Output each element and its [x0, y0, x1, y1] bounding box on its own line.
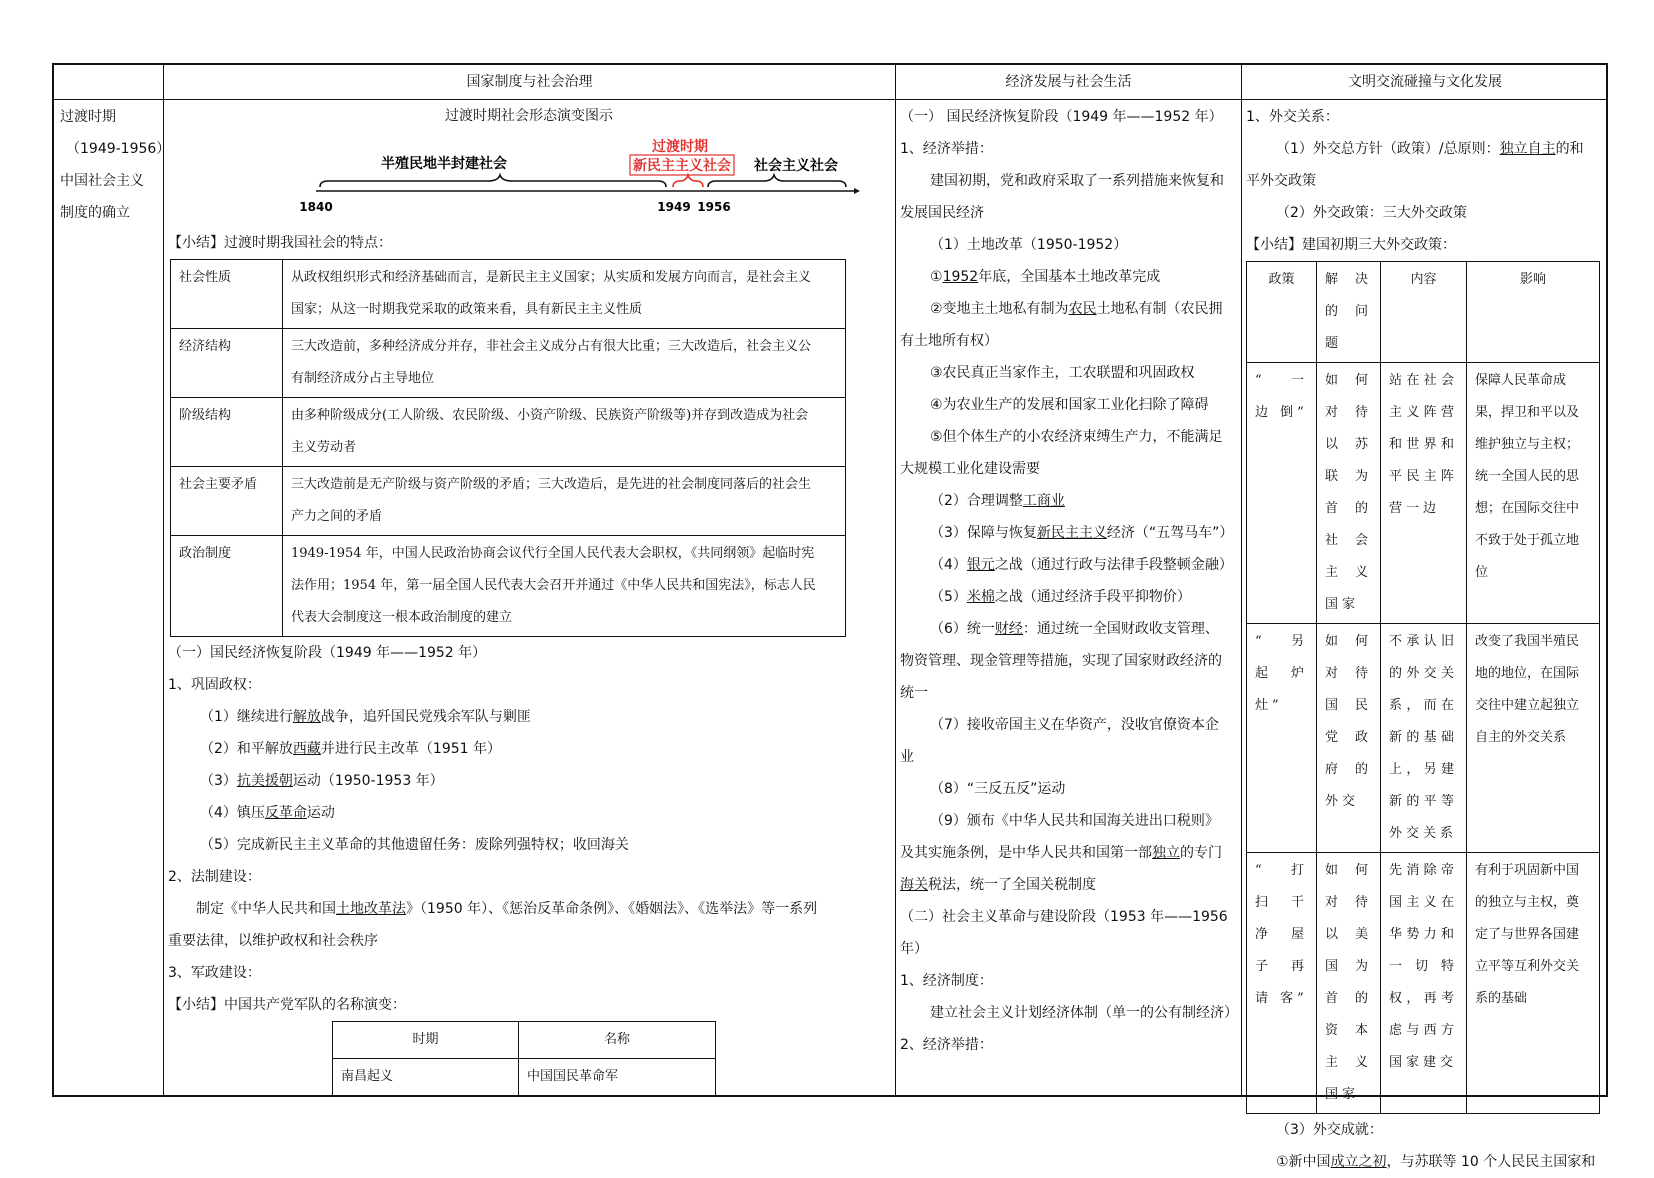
list-item: （1）继续进行解放战争，追歼国民党残余军队与剿匪	[200, 709, 531, 725]
paragraph-line: 有土地所有权）	[900, 333, 998, 349]
list-item: （4）镇压反革命运动	[200, 805, 335, 821]
header-col3: 文明交流碰撞与文化发展	[1348, 74, 1502, 90]
content-cell: 先消除帝国主义在华势力和一切特权，再考虑与西方国家建交	[1381, 853, 1467, 1114]
content-cell: 站在社会主义阵营和世界和平民主阵营一边	[1381, 363, 1467, 624]
diplomacy-table	[1246, 261, 1600, 1114]
table-row	[1247, 363, 1600, 624]
header-col1: 国家制度与社会治理	[466, 74, 593, 90]
period-line: 制度的确立	[60, 205, 130, 221]
table-row	[1247, 624, 1600, 853]
policy-cell: “ 打 扫 干 净 屋 子 再 请 客”	[1247, 853, 1317, 1114]
paragraph-line: （2）外交政策：三大外交政策	[1276, 205, 1467, 221]
policy-cell: “ 一 边 倒”	[1247, 363, 1317, 624]
paragraph-line: 建国初期，党和政府采取了一系列措施来恢复和	[930, 173, 1224, 189]
table-row	[1247, 853, 1600, 1114]
feature-value: 由多种阶级成分(工人阶级、农民阶级、小资产阶级、民族资产阶级等)并存到改造成为社会 主义劳动者	[283, 398, 846, 467]
list-item: ②变地主土地私有制为农民土地私有制（农民拥	[930, 301, 1223, 317]
feature-key: 阶级结构	[171, 398, 283, 467]
timeline-brace-left	[320, 175, 666, 187]
table-header-row	[333, 1022, 716, 1059]
paragraph-line: 海关税法，统一了全国关税制度	[900, 877, 1096, 893]
table-header-row	[1247, 262, 1600, 363]
col3-cell	[1246, 101, 1606, 1170]
diagram-title: 过渡时期社会形态演变图示	[445, 108, 613, 124]
section-heading: （一） 国民经济恢复阶段（1949 年——1952 年）	[900, 109, 1223, 125]
table-row	[171, 536, 846, 637]
army-header-period: 时期	[333, 1022, 519, 1059]
table-row	[333, 1059, 716, 1096]
paragraph-line: 及其实施条例，是中华人民共和国第一部独立的专门	[900, 845, 1222, 861]
diplomacy-header: 影响	[1467, 262, 1600, 363]
summary-title: 【小结】中国共产党军队的名称演变：	[168, 997, 406, 1013]
army-header-name: 名称	[519, 1022, 716, 1059]
section-heading: 3、军政建设：	[168, 965, 261, 981]
paragraph-line: 大规模工业化建设需要	[900, 461, 1040, 477]
section-heading: 1、外交关系：	[1246, 109, 1339, 125]
impact-cell: 改变了我国半殖民地的地位，在国际交往中建立起独立自主的外交关系	[1467, 624, 1600, 853]
list-item: ④为农业生产的发展和国家工业化扫除了障碍	[930, 397, 1209, 413]
list-item: （2）合理调整工商业	[930, 493, 1065, 509]
policy-cell: “ 另 起 炉灶”	[1247, 624, 1317, 853]
table-row	[171, 329, 846, 398]
timeline-brace-right	[708, 175, 846, 187]
column-divider	[1241, 65, 1242, 1095]
feature-key: 社会性质	[171, 260, 283, 329]
paragraph-line: 业	[900, 749, 914, 765]
section-heading: 2、经济举措：	[900, 1037, 993, 1053]
section-heading: 1、巩固政权：	[168, 677, 261, 693]
list-item: （5）完成新民主主义革命的其他遗留任务：废除列强特权；收回海关	[200, 837, 629, 853]
list-item: （6）统一财经：通过统一全国财政收支管理、	[930, 621, 1219, 637]
list-item: （7）接收帝国主义在华资产，没收官僚资本企	[930, 717, 1219, 733]
timeline-diagram	[168, 131, 890, 215]
table-row	[171, 467, 846, 536]
period-line: 过渡时期	[60, 109, 116, 125]
header-col2: 经济发展与社会生活	[1005, 74, 1132, 90]
timeline-brace-mid	[673, 175, 703, 187]
list-item: （2）和平解放西藏并进行民主改革（1951 年）	[200, 741, 502, 757]
period-line: 中国社会主义	[60, 173, 144, 189]
table-row	[171, 260, 846, 329]
main-table	[52, 63, 1608, 1170]
paragraph-line: 建立社会主义计划经济体制（单一的公有制经济）	[930, 1005, 1238, 1021]
feature-value: 三大改造前是无产阶级与资产阶级的矛盾；三大改造后，是先进的社会制度同落后的社会生 产力之间的矛盾	[283, 467, 846, 536]
timeline-arrow	[854, 188, 860, 194]
section-heading: 2、法制建设：	[168, 869, 261, 885]
list-item: （5）米棉之战（通过经济手段平抑物价）	[930, 589, 1191, 605]
list-item: （9）颁布《中华人民共和国海关进出口税则》	[930, 813, 1219, 829]
list-item: ⑤但个体生产的小农经济束缚生产力，不能满足	[930, 429, 1223, 445]
list-item: （3）抗美援朝运动（1950-1953 年）	[200, 773, 444, 789]
problem-cell: 如何对待以美国为首的资本主义国家	[1317, 853, 1381, 1114]
problem-cell: 如何对待国民党政府的外交	[1317, 624, 1381, 853]
section-heading: （二）社会主义革命与建设阶段（1953 年——1956	[900, 909, 1228, 925]
timeline-label-transition: 过渡时期	[652, 139, 708, 155]
col1-cell	[168, 101, 890, 1095]
list-item: （3）保障与恢复新民主主义经济（“五驾马车”）	[930, 525, 1234, 541]
table-row	[171, 398, 846, 467]
list-item: ③农民真正当家作主，工农联盟和巩固政权	[930, 365, 1195, 381]
feature-value: 1949-1954 年，中国人民政治协商会议代行全国人民代表大会职权，《共同纲领》起临时宪 法作用；1954 年，第一届全国人民代表大会召开并通过《中华人民共和国宪法》，标志人民 代表大会制度这一根本政治制度的建立	[283, 536, 846, 637]
paragraph-line: 统一	[900, 685, 928, 701]
timeline-label-right: 社会主义社会	[754, 158, 838, 174]
period-cell	[60, 101, 171, 1095]
army-period: 南昌起义	[333, 1059, 519, 1096]
paragraph-line: ①新中国成立之初，与苏联等 10 个人民民主国家和	[1276, 1154, 1596, 1170]
timeline-year: 1949	[657, 200, 691, 214]
feature-value: 从政权组织形式和经济基础而言，是新民主主义国家；从实质和发展方向而言，是社会主义 国家；从这一时期我党采取的政策来看，具有新民主主义性质	[283, 260, 846, 329]
content-cell: 不承认旧的外交关系，而在新的基础上，另建新的平等外交关系	[1381, 624, 1467, 853]
timeline-year: 1956	[697, 200, 731, 214]
timeline-label-left: 半殖民地半封建社会	[381, 156, 507, 172]
summary-title: 【小结】建国初期三大外交政策：	[1246, 237, 1456, 253]
section-heading: 1、经济制度：	[900, 973, 993, 989]
timeline-year: 1840	[299, 200, 333, 214]
header-divider	[54, 99, 1606, 100]
list-item: （1）土地改革（1950-1952）	[930, 237, 1128, 253]
timeline-label-mid: 新民主主义社会	[633, 158, 731, 174]
army-table	[332, 1021, 716, 1096]
feature-key: 社会主要矛盾	[171, 467, 283, 536]
impact-cell: 保障人民革命成果，捍卫和平以及维护独立与主权；统一全国人民的思想；在国际交往中不致于处于孤立地位	[1467, 363, 1600, 624]
section-heading: 1、经济举措：	[900, 141, 993, 157]
diplomacy-header: 政策	[1247, 262, 1317, 363]
col2-cell	[900, 101, 1240, 1095]
feature-key: 政治制度	[171, 536, 283, 637]
paragraph-line: 发展国民经济	[900, 205, 984, 221]
summary-title: 【小结】过渡时期我国社会的特点：	[168, 235, 392, 251]
diplomacy-header: 解决的问题	[1317, 262, 1381, 363]
column-divider	[163, 65, 164, 1095]
list-item: （4）银元之战（通过行政与法律手段整顿金融）	[930, 557, 1233, 573]
paragraph-line: 制定《中华人民共和国土地改革法》（1950 年）、《惩治反革命条例》、《婚姻法》、《选举法》等一系列	[196, 901, 818, 917]
paragraph-line: （3）外交成就：	[1276, 1122, 1383, 1138]
army-name: 中国国民革命军	[519, 1059, 716, 1096]
problem-cell: 如何对待以苏联为首的社会主义国家	[1317, 363, 1381, 624]
section-heading: 年）	[900, 941, 928, 957]
paragraph-line: 物资管理、现金管理等措施，实现了国家财政经济的	[900, 653, 1222, 669]
paragraph-line: 重要法律，以维护政权和社会秩序	[168, 933, 378, 949]
section-heading: （一）国民经济恢复阶段（1949 年——1952 年）	[168, 645, 487, 661]
features-table	[170, 259, 846, 637]
column-divider	[895, 65, 896, 1095]
impact-cell: 有利于巩固新中国的独立与主权，奠定了与世界各国建立平等互利外交关系的基础	[1467, 853, 1600, 1114]
list-item: （8）“三反五反”运动	[930, 781, 1066, 797]
list-item: ①1952年底，全国基本土地改革完成	[930, 269, 1161, 285]
paragraph-line: （1）外交总方针（政策）/总原则：独立自主的和	[1276, 141, 1584, 157]
period-line: （1949-1956）	[66, 141, 171, 157]
feature-key: 经济结构	[171, 329, 283, 398]
diplomacy-header: 内容	[1381, 262, 1467, 363]
paragraph-line: 平外交政策	[1246, 173, 1316, 189]
feature-value: 三大改造前，多种经济成分并存，非社会主义成分占有很大比重；三大改造后，社会主义公 有制经济成分占主导地位	[283, 329, 846, 398]
